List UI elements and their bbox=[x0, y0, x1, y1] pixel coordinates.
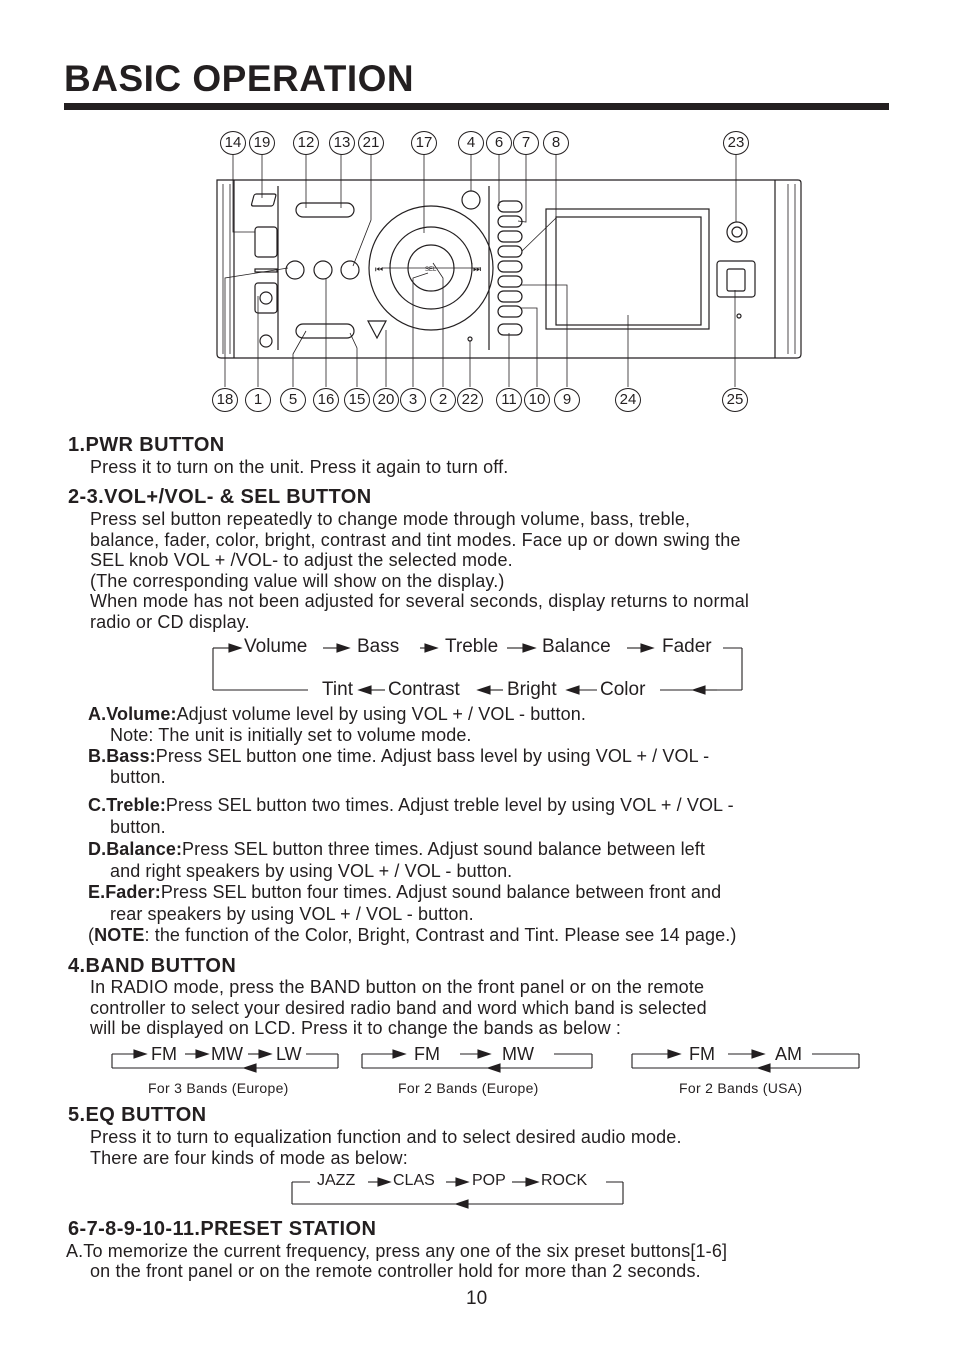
sub-item-text: Press SEL button four times. Adjust sound balance between front and bbox=[160, 882, 722, 902]
sub-item-label: A.Volume: bbox=[88, 704, 177, 724]
note-label: NOTE bbox=[94, 925, 145, 945]
band-item: FM bbox=[689, 1044, 715, 1064]
band-caption: For 3 Bands (Europe) bbox=[148, 1080, 289, 1096]
callout: 20 bbox=[373, 388, 399, 412]
band-item: AM bbox=[775, 1044, 802, 1064]
sub-item-text: Press SEL button two times. Adjust treble level by using VOL + / VOL - bbox=[165, 795, 734, 815]
sub-item-bass bbox=[88, 746, 709, 768]
sub-item-cont: button. bbox=[110, 817, 166, 837]
sel-knob-label: SEL bbox=[425, 267, 437, 273]
sub-item-balance bbox=[88, 839, 705, 861]
band-item: MW bbox=[502, 1044, 534, 1064]
body-line: (The corresponding value will show on the display.) bbox=[90, 570, 505, 591]
sub-item-text: Press SEL button three times. Adjust sound balance between left bbox=[182, 839, 705, 859]
sub-item-text: Adjust volume level by using VOL + / VOL - button. bbox=[176, 704, 586, 724]
callout: 17 bbox=[411, 131, 437, 155]
callout: 7 bbox=[513, 131, 539, 155]
page-title: BASIC OPERATION bbox=[64, 58, 415, 99]
callout: 5 bbox=[280, 388, 306, 412]
section-heading-eq: 5.EQ BUTTON bbox=[68, 1104, 207, 1126]
body-line: will be displayed on LCD. Press it to change the bands as below : bbox=[90, 1018, 622, 1039]
eq-mode: JAZZ bbox=[317, 1172, 356, 1189]
sub-item-text: Press SEL button one time. Adjust bass level by using VOL + / VOL - bbox=[155, 746, 710, 766]
sub-item-label: C.Treble: bbox=[88, 795, 166, 815]
flow-item: Fader bbox=[662, 636, 712, 657]
callout: 12 bbox=[293, 131, 319, 155]
flow-item: Tint bbox=[322, 679, 353, 700]
sub-item-cont: and right speakers by using VOL + / VOL - button. bbox=[110, 861, 513, 881]
callout: 14 bbox=[220, 131, 246, 155]
callout: 18 bbox=[212, 388, 238, 412]
flow-item: Treble bbox=[445, 636, 499, 657]
section-heading-vol: 2-3.VOL+/VOL- & SEL BUTTON bbox=[68, 486, 372, 508]
body-line: SEL knob VOL + /VOL- to adjust the selected mode. bbox=[90, 550, 513, 571]
sub-item-volume bbox=[88, 704, 586, 726]
callout: 8 bbox=[543, 131, 569, 155]
section-heading-pwr: 1.PWR BUTTON bbox=[68, 434, 225, 456]
eq-mode: POP bbox=[472, 1172, 506, 1189]
callout: 21 bbox=[358, 131, 384, 155]
flow-item: Balance bbox=[542, 636, 611, 657]
band-item: LW bbox=[276, 1044, 302, 1064]
body-line: Press sel button repeatedly to change mode through volume, bass, treble, bbox=[90, 509, 691, 529]
body-line: There are four kinds of mode as below: bbox=[90, 1147, 408, 1168]
sub-item-label: E.Fader: bbox=[88, 882, 161, 902]
section-body-eq bbox=[90, 1127, 682, 1168]
band-item: FM bbox=[151, 1044, 177, 1064]
section-body-vol bbox=[90, 509, 749, 633]
flow-item: Color bbox=[600, 679, 646, 700]
callout: 25 bbox=[722, 388, 748, 412]
sub-item-label: B.Bass: bbox=[88, 746, 156, 766]
flow-item: Bass bbox=[357, 636, 400, 657]
front-panel-diagram bbox=[200, 128, 820, 418]
callout: 3 bbox=[400, 388, 426, 412]
section-body-band bbox=[90, 977, 707, 1039]
preset-line: A.To memorize the current frequency, press any one of the six preset buttons[1-6] bbox=[66, 1241, 728, 1261]
note-line bbox=[88, 925, 736, 947]
callout: 24 bbox=[615, 388, 641, 412]
flow-item: Bright bbox=[507, 679, 557, 700]
band-item: FM bbox=[414, 1044, 440, 1064]
body-line: balance, fader, color, bright, contrast and tint modes. Face up or down swing the bbox=[90, 529, 741, 550]
callout: 23 bbox=[723, 131, 749, 155]
callout: 2 bbox=[430, 388, 456, 412]
section-body-pwr bbox=[90, 457, 508, 478]
callout: 22 bbox=[457, 388, 483, 412]
callout: 6 bbox=[486, 131, 512, 155]
body-line: When mode has not been adjusted for several seconds, display returns to normal bbox=[90, 591, 750, 612]
eq-mode: CLAS bbox=[393, 1172, 435, 1189]
section-heading-preset: 6-7-8-9-10-11.PRESET STATION bbox=[68, 1218, 377, 1240]
callout: 10 bbox=[524, 388, 550, 412]
sub-item-cont: Note: The unit is initially set to volume mode. bbox=[110, 725, 472, 745]
callout: 11 bbox=[496, 388, 522, 412]
sub-item-cont: button. bbox=[110, 767, 166, 787]
callout: 1 bbox=[245, 388, 271, 412]
band-caption: For 2 Bands (USA) bbox=[679, 1080, 803, 1096]
svg-text:⏭: ⏭ bbox=[473, 265, 482, 275]
callout: 16 bbox=[313, 388, 339, 412]
body-line: controller to select your desired radio band and word which band is selected bbox=[90, 997, 707, 1018]
callout: 9 bbox=[554, 388, 580, 412]
callout: 15 bbox=[344, 388, 370, 412]
callout: 13 bbox=[329, 131, 355, 155]
flow-item: Volume bbox=[244, 636, 308, 657]
eq-mode: ROCK bbox=[541, 1172, 588, 1189]
svg-text:⏮: ⏮ bbox=[375, 265, 384, 275]
note-text: : the function of the Color, Bright, Contrast and Tint. Please see 14 page.) bbox=[144, 925, 737, 945]
page-number: 10 bbox=[466, 1288, 488, 1309]
note-paren: ( bbox=[88, 925, 95, 945]
section-heading-band: 4.BAND BUTTON bbox=[68, 955, 237, 977]
body-line: Press it to turn to equalization function and to select desired audio mode. bbox=[90, 1127, 682, 1147]
sub-item-fader bbox=[88, 882, 721, 904]
body-line: Press it to turn on the unit. Press it again to turn off. bbox=[90, 457, 509, 477]
sub-item-treble bbox=[88, 795, 734, 817]
body-line: In RADIO mode, press the BAND button on the front panel or on the remote bbox=[90, 977, 705, 997]
band-caption: For 2 Bands (Europe) bbox=[398, 1080, 539, 1096]
callout: 19 bbox=[249, 131, 275, 155]
title-rule bbox=[64, 103, 889, 110]
callout: 4 bbox=[458, 131, 484, 155]
sub-item-cont: rear speakers by using VOL + / VOL - button. bbox=[110, 904, 474, 924]
sub-item-label: D.Balance: bbox=[88, 839, 183, 859]
band-item: MW bbox=[211, 1044, 243, 1064]
preset-line: on the front panel or on the remote controller hold for more than 2 seconds. bbox=[90, 1261, 701, 1281]
body-line: radio or CD display. bbox=[90, 611, 250, 632]
flow-item: Contrast bbox=[388, 679, 460, 700]
